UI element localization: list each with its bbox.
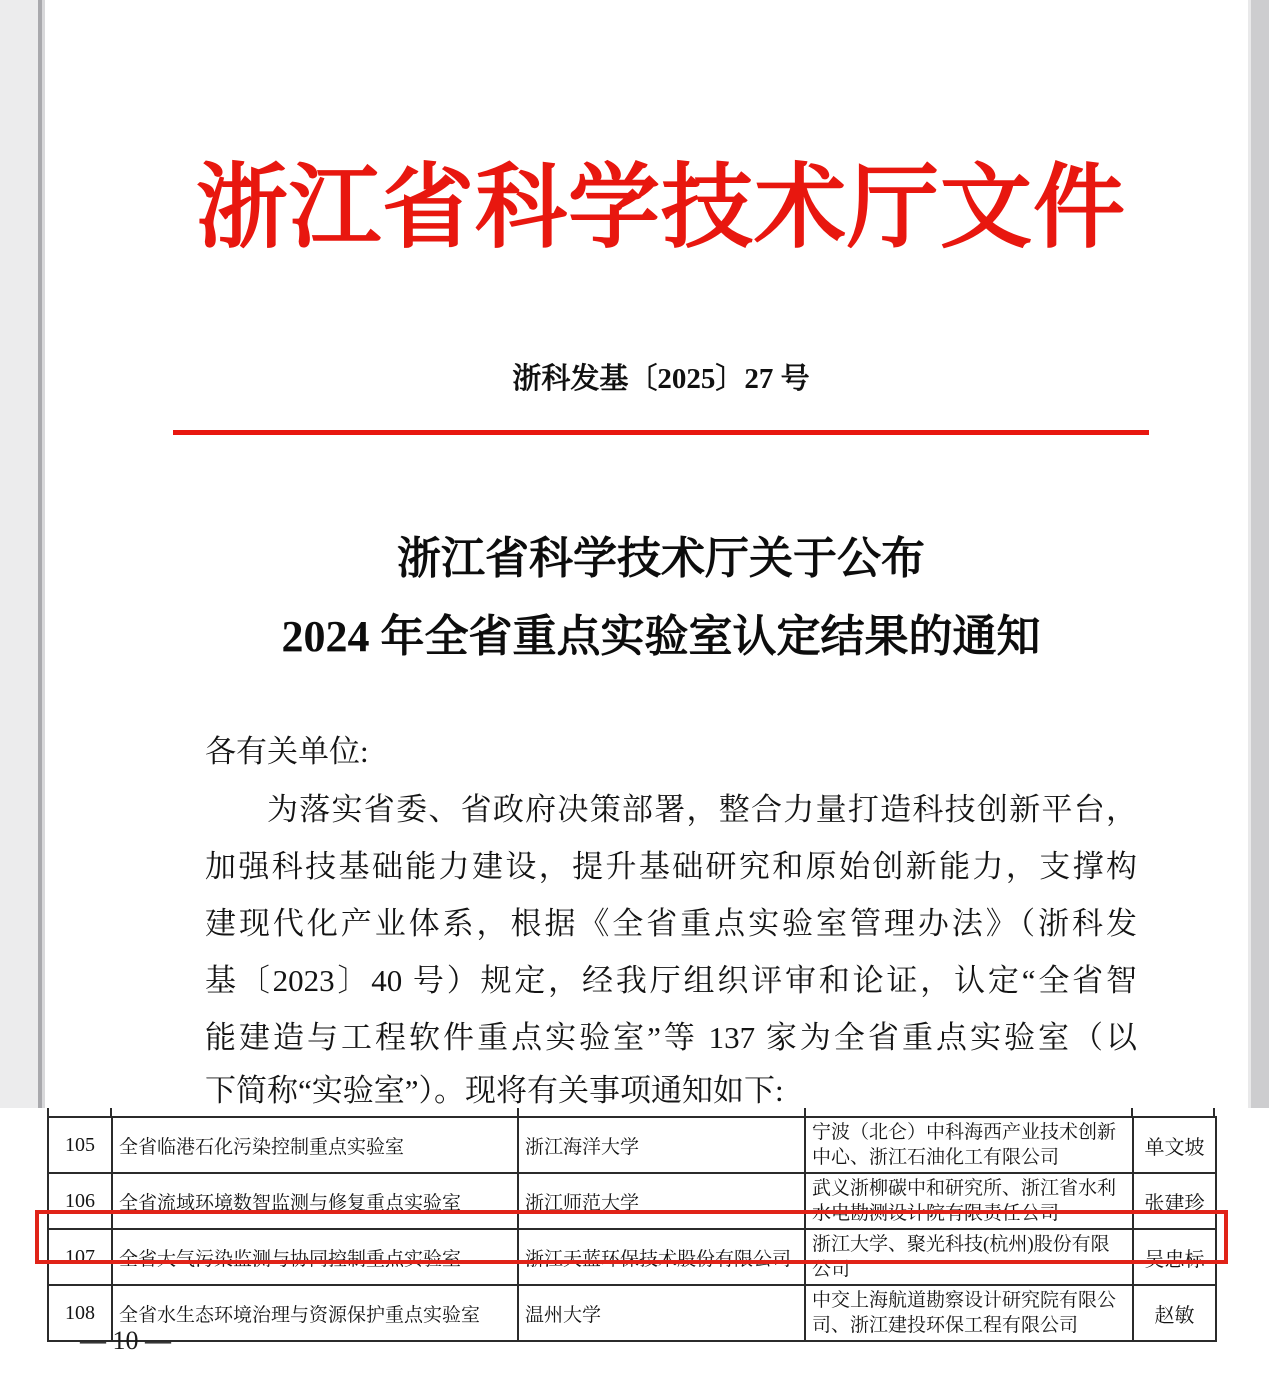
row-number-cell: 107 bbox=[48, 1229, 112, 1285]
lab-name-cell: 全省水生态环境治理与资源保护重点实验室 bbox=[112, 1285, 518, 1341]
table-row-highlighted bbox=[48, 1229, 1216, 1285]
notice-subject-line-2: 2024 年全省重点实验室认定结果的通知 bbox=[281, 612, 1041, 661]
scan-right-margin bbox=[1251, 0, 1269, 1108]
row-number-cell: 108 bbox=[48, 1285, 112, 1341]
institution-cell: 浙江师范大学 bbox=[518, 1173, 805, 1229]
body-line: 为落实省委、省政府决策部署，整合力量打造科技创新平台， bbox=[267, 792, 1137, 827]
body-line: 基〔2023〕40 号）规定，经我厅组织评审和论证，认定“全省智 bbox=[205, 963, 1137, 998]
table-row bbox=[48, 1173, 1216, 1229]
partner-orgs-cell: 宁波（北仑）中科海西产业技术创新中心、浙江石油化工有限公司 bbox=[805, 1117, 1133, 1173]
scan-left-margin bbox=[0, 0, 38, 1108]
body-line: 下简称“实验室”）。现将有关事项通知如下: bbox=[205, 1073, 784, 1108]
lab-name-cell: 全省大气污染监测与协同控制重点实验室 bbox=[112, 1229, 518, 1285]
partner-orgs-cell: 浙江大学、聚光科技(杭州)股份有限公司 bbox=[805, 1229, 1133, 1285]
lab-results-table-section bbox=[0, 1108, 1269, 1386]
lab-name-cell: 全省流域环境数智监测与修复重点实验室 bbox=[112, 1173, 518, 1229]
body-line: 建现代化产业体系，根据《全省重点实验室管理办法》（浙科发 bbox=[205, 906, 1137, 941]
director-cell: 单文坡 bbox=[1133, 1117, 1216, 1173]
table-row bbox=[48, 1117, 1216, 1173]
director-cell: 吴忠标 bbox=[1133, 1229, 1216, 1285]
row-number-cell: 105 bbox=[48, 1117, 112, 1173]
director-cell: 赵敏 bbox=[1133, 1285, 1216, 1341]
letterhead-red-rule bbox=[173, 430, 1149, 435]
letterhead-title: 浙江省科学技术厅文件 bbox=[195, 157, 1126, 259]
scan-left-page-edge-light bbox=[42, 0, 45, 1108]
director-cell: 张建珍 bbox=[1133, 1173, 1216, 1229]
body-line: 能建造与工程软件重点实验室”等 137 家为全省重点实验室（以 bbox=[205, 1020, 1137, 1055]
institution-cell: 浙江天蓝环保技术股份有限公司 bbox=[518, 1229, 805, 1285]
lab-name-cell: 全省临港石化污染控制重点实验室 bbox=[112, 1117, 518, 1173]
institution-cell: 浙江海洋大学 bbox=[518, 1117, 805, 1173]
row-number-cell: 106 bbox=[48, 1173, 112, 1229]
key-lab-results-table bbox=[47, 1116, 1217, 1342]
partner-orgs-cell: 中交上海航道勘察设计研究院有限公司、浙江建投环保工程有限公司 bbox=[805, 1285, 1133, 1341]
table-row bbox=[48, 1285, 1216, 1341]
salutation: 各有关单位: bbox=[205, 734, 369, 769]
document-number: 浙科发基〔2025〕27 号 bbox=[512, 363, 810, 395]
body-line: 加强科技基础能力建设，提升基础研究和原始创新能力，支撑构 bbox=[205, 849, 1137, 884]
page-number: — 10 — bbox=[80, 1326, 171, 1355]
partner-orgs-cell: 武义浙柳碳中和研究所、浙江省水利水电勘测设计院有限责任公司 bbox=[805, 1173, 1133, 1229]
institution-cell: 温州大学 bbox=[518, 1285, 805, 1341]
notice-subject-line-1: 浙江省科学技术厅关于公布 bbox=[397, 534, 925, 583]
